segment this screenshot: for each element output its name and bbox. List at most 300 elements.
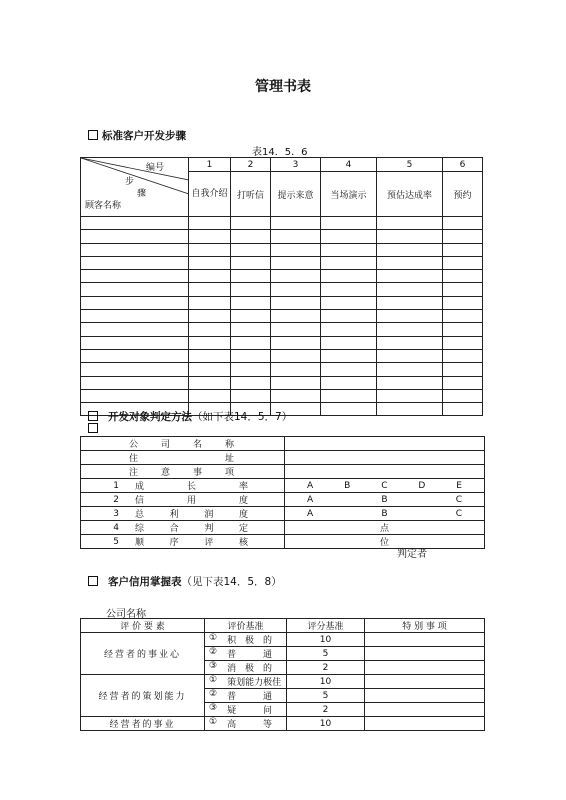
customer-name-cell[interactable]: [81, 310, 189, 323]
section1-heading: 标准客户开发步骤: [88, 128, 186, 143]
evaluation-label-cell: [81, 521, 285, 535]
step-entry-cell[interactable]: [189, 389, 231, 402]
label-char: 度: [238, 510, 248, 520]
step-entry-cell[interactable]: [271, 349, 321, 362]
label-char: 址: [224, 454, 234, 464]
score-cell: 5: [287, 689, 365, 703]
step-entry-cell[interactable]: [443, 310, 483, 323]
step-entry-cell[interactable]: [189, 363, 231, 376]
customer-name-cell[interactable]: [81, 349, 189, 362]
evaluation-row: [81, 465, 485, 479]
evaluation-label-cell: [81, 535, 285, 549]
step-entry-cell[interactable]: [377, 376, 443, 389]
step-entry-cell[interactable]: [321, 217, 377, 230]
evaluation-label: [81, 493, 284, 506]
spaced-label: [217, 703, 272, 716]
special-note-cell[interactable]: [365, 647, 485, 661]
step-entry-cell[interactable]: [189, 310, 231, 323]
judge-label: 判定者: [397, 549, 427, 560]
step-entry-cell[interactable]: [377, 389, 443, 402]
step-entry-cell[interactable]: [271, 310, 321, 323]
step-entry-cell[interactable]: [321, 349, 377, 362]
step-entry-cell[interactable]: [321, 296, 377, 309]
header-number-cell: 1: [189, 158, 231, 172]
corner-label-customer: 顾客名称: [85, 201, 122, 211]
step-entry-cell[interactable]: [271, 283, 321, 296]
label-char: 消: [227, 664, 237, 674]
step-entry-cell[interactable]: [271, 389, 321, 402]
step-entry-cell[interactable]: [377, 336, 443, 349]
factor-cell: 经营者的事业心: [81, 633, 205, 675]
evaluation-label-cell: [81, 437, 285, 451]
grade-mark: A: [307, 508, 314, 519]
score-cell: 10: [287, 675, 365, 689]
step-entry-cell[interactable]: [321, 283, 377, 296]
spaced-label: [217, 689, 272, 702]
step-entry-cell[interactable]: [377, 363, 443, 376]
step-entry-cell[interactable]: [443, 283, 483, 296]
label-char: 问: [262, 706, 272, 716]
criterion: [205, 647, 286, 660]
label-char: 的: [262, 636, 272, 646]
label-char: 合: [169, 524, 179, 534]
evaluation-label-cell: [81, 451, 285, 465]
grade-mark: B: [344, 480, 351, 491]
step-entry-cell[interactable]: [377, 310, 443, 323]
section3-heading: 客户信用掌握表（见下表14．5．8）: [88, 574, 282, 589]
evaluation-label: [81, 437, 284, 450]
label-char: 顺: [135, 538, 145, 548]
customer-row: [81, 349, 483, 362]
spaced-label: [217, 717, 272, 730]
step-entry-cell[interactable]: [321, 336, 377, 349]
checkbox-icon: [88, 411, 98, 421]
option-mark: ②: [209, 647, 218, 657]
header-number-cell: 6: [443, 158, 483, 172]
section2-heading: 开发对象判定方法（如下表14．5．7）: [88, 409, 292, 424]
label-char: 度: [238, 496, 248, 506]
grade-mark: A: [307, 494, 314, 505]
evaluation-row: [81, 507, 485, 521]
step-entry-cell[interactable]: [231, 323, 271, 336]
step-entry-cell[interactable]: [321, 230, 377, 243]
corner-label-step-2: 骤: [137, 189, 147, 199]
special-note-cell[interactable]: [365, 661, 485, 675]
label-char: 率: [238, 482, 248, 492]
grade-mark: B: [381, 508, 388, 519]
label-char: 等: [262, 720, 272, 730]
step-entry-cell[interactable]: [231, 376, 271, 389]
criterion: [205, 717, 286, 730]
step-entry-cell[interactable]: [443, 403, 483, 416]
customer-name-cell[interactable]: [81, 336, 189, 349]
label-char: 普: [227, 650, 237, 660]
step-entry-cell[interactable]: [189, 349, 231, 362]
grade-scale: [285, 535, 484, 548]
header-factor: 评 价 要 素: [81, 619, 205, 633]
step-entry-cell[interactable]: [377, 270, 443, 283]
label-char: 普: [227, 692, 237, 702]
grade-scale: [285, 521, 484, 534]
label-char: 评: [204, 538, 214, 548]
header-score: 评分基准: [287, 619, 365, 633]
label-char: 策划能力极佳: [227, 678, 282, 688]
label-char: 定: [238, 524, 248, 534]
corner-label-step-1: 步: [125, 177, 135, 187]
spaced-label: [119, 451, 284, 464]
label-char: 用: [186, 496, 196, 506]
grade-mark: A: [307, 480, 314, 491]
spaced-label: [119, 521, 284, 534]
evaluation-row: [81, 451, 485, 465]
step-entry-cell[interactable]: [443, 217, 483, 230]
criterion-cell: [205, 633, 287, 647]
evaluation-value-cell[interactable]: [285, 451, 485, 465]
factor-cell: 经营者的策划能力: [81, 675, 205, 717]
step-cell: 打听信: [231, 172, 271, 217]
label-char: 积: [227, 636, 237, 646]
criterion: [205, 661, 286, 674]
step-entry-cell[interactable]: [443, 230, 483, 243]
diagonal-header-cell: [81, 158, 189, 217]
evaluation-label: [81, 521, 284, 534]
spaced-label: [119, 493, 284, 506]
customer-name-cell[interactable]: [81, 389, 189, 402]
step-cell: 当场演示: [321, 172, 377, 217]
step-entry-cell[interactable]: [321, 256, 377, 269]
step-cell: 预约: [443, 172, 483, 217]
criterion: [205, 675, 286, 688]
step-entry-cell[interactable]: [271, 256, 321, 269]
label-char: 总: [135, 510, 145, 520]
spaced-label: [119, 465, 284, 478]
option-mark: ③: [209, 703, 218, 713]
special-note-cell[interactable]: [365, 703, 485, 717]
label-char: 极: [245, 664, 255, 674]
checkbox-icon: [88, 130, 98, 140]
credit-row: [81, 633, 485, 647]
evaluation-value-cell[interactable]: [285, 465, 485, 479]
step-entry-cell[interactable]: [377, 349, 443, 362]
row-number: 4: [113, 522, 119, 533]
customer-name-cell[interactable]: [81, 217, 189, 230]
customer-row: [81, 296, 483, 309]
label-char: 事: [192, 468, 202, 478]
customer-row: [81, 323, 483, 336]
header-number-cell: 4: [321, 158, 377, 172]
credit-row: [81, 675, 485, 689]
spaced-label: [119, 479, 284, 492]
grade-scale: [285, 495, 484, 505]
grade-scale: [285, 509, 484, 519]
factor-cell: 经营者的事业: [81, 717, 205, 731]
row-number: 2: [113, 494, 119, 505]
option-mark: ①: [209, 633, 218, 643]
step-cell: 自我介绍: [189, 172, 231, 217]
row-number: 3: [113, 508, 119, 519]
step-entry-cell[interactable]: [321, 403, 377, 416]
header-number-cell: 5: [377, 158, 443, 172]
step-entry-cell[interactable]: [231, 270, 271, 283]
grade-mark: D: [418, 480, 426, 491]
evaluation-value-cell[interactable]: [285, 521, 485, 535]
step-entry-cell[interactable]: [377, 283, 443, 296]
customer-name-cell[interactable]: [81, 323, 189, 336]
step-entry-cell[interactable]: [377, 256, 443, 269]
label-char: 利: [169, 510, 179, 520]
customer-name-cell[interactable]: [81, 376, 189, 389]
customer-row: [81, 230, 483, 243]
evaluation-value-cell[interactable]: [285, 535, 485, 549]
evaluation-row: [81, 479, 485, 493]
evaluation-method-table: [80, 436, 485, 549]
step-entry-cell[interactable]: [231, 217, 271, 230]
step-entry-cell[interactable]: [377, 243, 443, 256]
criterion: [205, 703, 286, 716]
evaluation-label: [81, 507, 284, 520]
evaluation-label-cell: [81, 493, 285, 507]
label-char: 司: [160, 440, 170, 450]
header-number-row: [81, 158, 483, 172]
evaluation-label: [81, 535, 284, 548]
customer-row: [81, 389, 483, 402]
step-entry-cell[interactable]: [271, 230, 321, 243]
label-char: 名: [192, 440, 202, 450]
step-entry-cell[interactable]: [271, 270, 321, 283]
customer-name-cell[interactable]: [81, 270, 189, 283]
step-entry-cell[interactable]: [377, 217, 443, 230]
step-entry-cell[interactable]: [189, 323, 231, 336]
step-entry-cell[interactable]: [189, 230, 231, 243]
checkbox-icon: [88, 576, 98, 586]
score-cell: 5: [287, 647, 365, 661]
grade-mark: B: [381, 494, 388, 505]
special-note-cell[interactable]: [365, 689, 485, 703]
checkbox-icon: [88, 423, 102, 435]
option-mark: ③: [209, 661, 218, 671]
grade-mark: 点: [379, 524, 389, 534]
row-number: 1: [113, 480, 119, 491]
score-cell: 10: [287, 633, 365, 647]
step-entry-cell[interactable]: [443, 349, 483, 362]
step-entry-cell[interactable]: [443, 296, 483, 309]
credit-row: [81, 717, 485, 731]
step-entry-cell[interactable]: [377, 403, 443, 416]
evaluation-value-cell[interactable]: [285, 493, 485, 507]
step-entry-cell[interactable]: [321, 376, 377, 389]
row-number: 5: [113, 536, 119, 547]
label-char: 项: [224, 468, 234, 478]
grade-mark: C: [455, 494, 462, 505]
step-entry-cell[interactable]: [271, 376, 321, 389]
label-char: 极: [245, 636, 255, 646]
special-note-cell[interactable]: [365, 675, 485, 689]
spaced-label: [217, 647, 272, 660]
evaluation-value-cell[interactable]: [285, 479, 485, 493]
header-criterion: 评价基准: [205, 619, 287, 633]
customer-name-cell[interactable]: [81, 230, 189, 243]
step-entry-cell[interactable]: [321, 363, 377, 376]
label-char: 核: [238, 538, 248, 548]
step-entry-cell[interactable]: [377, 323, 443, 336]
label-char: 判: [204, 524, 214, 534]
step-cell: 提示来意: [271, 172, 321, 217]
label-char: 成: [135, 482, 145, 492]
criterion-cell: [205, 689, 287, 703]
evaluation-row: [81, 493, 485, 507]
step-entry-cell[interactable]: [443, 389, 483, 402]
criterion-cell: [205, 661, 287, 675]
evaluation-label: [81, 479, 284, 492]
step-entry-cell[interactable]: [231, 389, 271, 402]
header-special: 特 别 事 项: [365, 619, 485, 633]
spaced-label: [217, 661, 272, 674]
customer-name-cell[interactable]: [81, 243, 189, 256]
evaluation-value-cell[interactable]: [285, 437, 485, 451]
step-entry-cell[interactable]: [321, 310, 377, 323]
step-entry-cell[interactable]: [443, 323, 483, 336]
customer-row: [81, 310, 483, 323]
step-entry-cell[interactable]: [271, 336, 321, 349]
step-entry-cell[interactable]: [443, 376, 483, 389]
step-entry-cell[interactable]: [271, 323, 321, 336]
step-entry-cell[interactable]: [189, 243, 231, 256]
option-mark: ①: [209, 675, 218, 685]
criterion-cell: [205, 647, 287, 661]
label-char: 住: [129, 454, 139, 464]
label-char: 长: [186, 482, 196, 492]
step-entry-cell[interactable]: [443, 256, 483, 269]
step-entry-cell[interactable]: [321, 389, 377, 402]
criterion: [205, 633, 286, 646]
label-char: 综: [135, 524, 145, 534]
step-entry-cell[interactable]: [231, 336, 271, 349]
header-number-cell: 3: [271, 158, 321, 172]
customer-name-cell[interactable]: [81, 256, 189, 269]
customer-row: [81, 256, 483, 269]
step-entry-cell[interactable]: [231, 256, 271, 269]
grade-mark: C: [381, 480, 388, 491]
customer-name-cell[interactable]: [81, 296, 189, 309]
step-entry-cell[interactable]: [231, 283, 271, 296]
customer-name-cell[interactable]: [81, 283, 189, 296]
label-char: 注: [129, 468, 139, 478]
spaced-label: [217, 675, 281, 688]
criterion: [205, 689, 286, 702]
step-entry-cell[interactable]: [189, 283, 231, 296]
evaluation-label: [81, 451, 284, 464]
credit-assessment-table: [80, 618, 485, 731]
step-entry-cell[interactable]: [189, 376, 231, 389]
score-cell: 10: [287, 717, 365, 731]
step-entry-cell[interactable]: [231, 349, 271, 362]
step-entry-cell[interactable]: [321, 270, 377, 283]
evaluation-row: [81, 437, 485, 451]
customer-row: [81, 270, 483, 283]
evaluation-label: [81, 465, 284, 478]
label-char: 公: [129, 440, 139, 450]
special-note-cell[interactable]: [365, 633, 485, 647]
spaced-label: [119, 507, 284, 520]
score-cell: 2: [287, 703, 365, 717]
label-char: 意: [160, 468, 170, 478]
step-entry-cell[interactable]: [231, 243, 271, 256]
step-entry-cell[interactable]: [377, 230, 443, 243]
corner-label-number: 编号: [145, 163, 164, 173]
customer-row: [81, 336, 483, 349]
spaced-label: [119, 535, 284, 548]
step-entry-cell[interactable]: [189, 256, 231, 269]
special-note-cell[interactable]: [365, 717, 485, 731]
step-entry-cell[interactable]: [189, 217, 231, 230]
grade-mark: 位: [379, 538, 389, 548]
label-char: 通: [262, 692, 272, 702]
step-entry-cell[interactable]: [443, 243, 483, 256]
step-entry-cell[interactable]: [189, 336, 231, 349]
step-entry-cell[interactable]: [231, 296, 271, 309]
criterion-cell: [205, 675, 287, 689]
customer-name-cell[interactable]: [81, 363, 189, 376]
step-entry-cell[interactable]: [321, 243, 377, 256]
grade-scale: [285, 481, 484, 491]
customer-row: [81, 283, 483, 296]
label-char: 信: [135, 496, 145, 506]
customer-row: [81, 363, 483, 376]
label-char: 疑: [227, 706, 237, 716]
step-entry-cell[interactable]: [231, 363, 271, 376]
customer-row: [81, 217, 483, 230]
step-entry-cell[interactable]: [271, 363, 321, 376]
step-entry-cell[interactable]: [189, 296, 231, 309]
label-char: 称: [224, 440, 234, 450]
step-entry-cell[interactable]: [443, 363, 483, 376]
label-char: 的: [262, 664, 272, 674]
grade-mark: E: [456, 480, 462, 491]
evaluation-label-cell: [81, 479, 285, 493]
step-entry-cell[interactable]: [231, 230, 271, 243]
step-entry-cell[interactable]: [377, 296, 443, 309]
evaluation-value-cell[interactable]: [285, 507, 485, 521]
score-cell: 2: [287, 661, 365, 675]
step-entry-cell[interactable]: [231, 310, 271, 323]
customer-row: [81, 243, 483, 256]
option-mark: ②: [209, 689, 218, 699]
header-number-cell: 2: [231, 158, 271, 172]
step-entry-cell[interactable]: [443, 336, 483, 349]
step-entry-cell[interactable]: [443, 270, 483, 283]
evaluation-row: [81, 521, 485, 535]
customer-row: [81, 376, 483, 389]
label-char: 润: [204, 510, 214, 520]
label-char: 通: [262, 650, 272, 660]
label-char: 高: [227, 720, 237, 730]
page-title: 管理书表: [255, 79, 311, 95]
option-mark: ①: [209, 717, 218, 727]
step-entry-cell[interactable]: [271, 296, 321, 309]
step-entry-cell[interactable]: [189, 270, 231, 283]
step-cell: 预估达成率: [377, 172, 443, 217]
step-entry-cell[interactable]: [271, 217, 321, 230]
grade-mark: C: [455, 508, 462, 519]
evaluation-label-cell: [81, 465, 285, 479]
criterion-cell: [205, 717, 287, 731]
spaced-label: [217, 633, 272, 646]
credit-header-row: [81, 619, 485, 633]
spaced-label: [119, 437, 284, 450]
step-entry-cell[interactable]: [321, 323, 377, 336]
step-entry-cell[interactable]: [271, 243, 321, 256]
evaluation-label-cell: [81, 507, 285, 521]
